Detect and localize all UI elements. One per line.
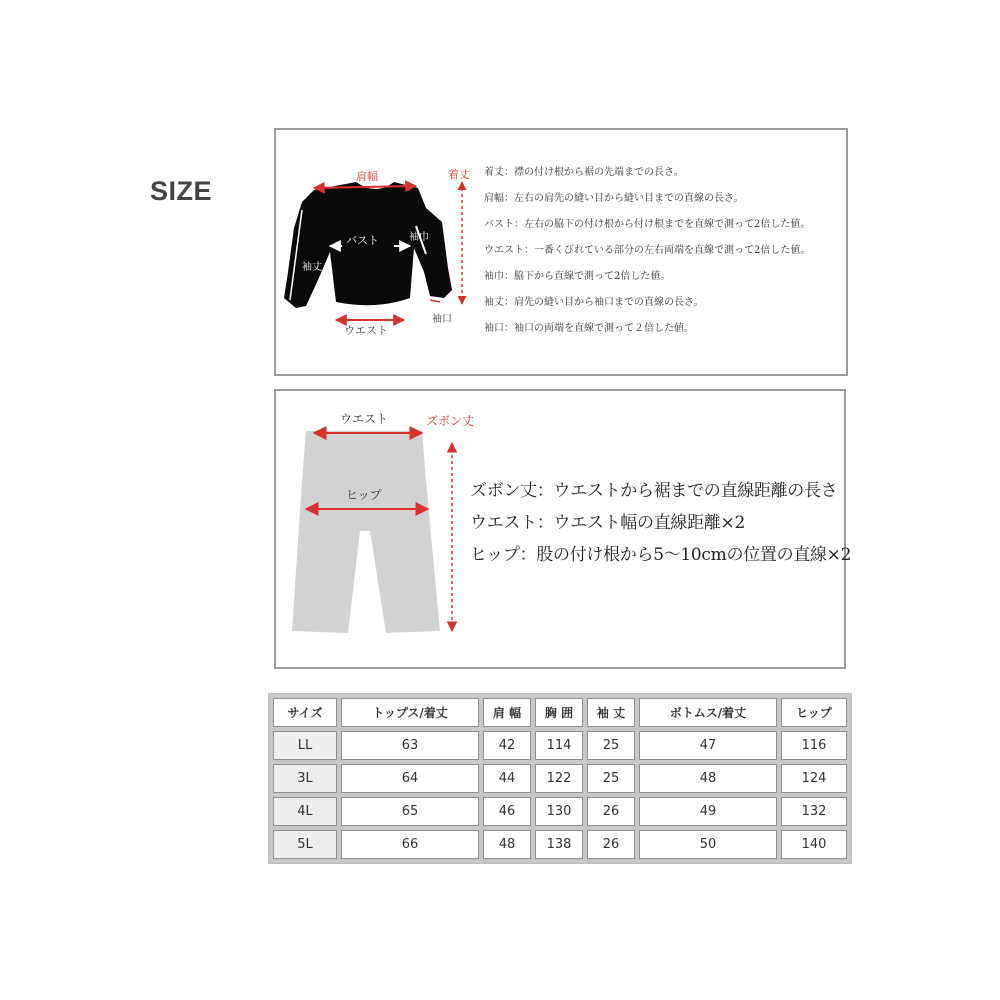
definition-item: ヒップ：股の付け根から5〜10cmの位置の直線×2 xyxy=(470,545,852,565)
waist-label: ウエスト xyxy=(344,324,388,337)
table-cell: 64 xyxy=(341,764,479,793)
size-heading: SIZE xyxy=(150,176,213,206)
size-cell: LL xyxy=(273,731,337,760)
table-cell: 124 xyxy=(781,764,847,793)
table-cell: 138 xyxy=(535,830,583,859)
definition-item: 肩幅：左右の肩先の縫い目から縫い目までの直線の長さ。 xyxy=(484,193,744,204)
table-header-row xyxy=(273,698,847,727)
pants-hip-label: ヒップ xyxy=(346,488,382,502)
table-cell: 25 xyxy=(587,731,635,760)
definition-item: 袖巾：脇下から直線で測って2倍した値。 xyxy=(484,271,671,282)
pants-waist-label: ウエスト xyxy=(340,412,389,426)
header-shoulder: 肩 幅 xyxy=(483,698,531,727)
table-cell: 46 xyxy=(483,797,531,826)
table-row xyxy=(273,830,847,859)
header-chest: 胸 囲 xyxy=(535,698,583,727)
definition-item: ウエスト：一番くびれている部分の左右両端を直線で測って2倍した値。 xyxy=(484,245,811,256)
definition-item: ズボン丈：ウエストから裾までの直線距離の長さ xyxy=(470,481,838,501)
definition-item: ウエスト：ウエスト幅の直線距離×2 xyxy=(470,513,745,533)
table-cell: 47 xyxy=(639,731,777,760)
table-cell: 116 xyxy=(781,731,847,760)
table-cell: 42 xyxy=(483,731,531,760)
table-cell: 114 xyxy=(535,731,583,760)
table-cell: 26 xyxy=(587,830,635,859)
bust-label: バスト xyxy=(346,234,379,247)
table-cell: 140 xyxy=(781,830,847,859)
pants-definitions xyxy=(470,479,851,575)
table-row xyxy=(273,797,847,826)
table-cell: 25 xyxy=(587,764,635,793)
header-sleeve: 袖 丈 xyxy=(587,698,635,727)
header-bottoms-length: ボトムス/着丈 xyxy=(639,698,777,727)
header-size: サイズ xyxy=(273,698,337,727)
sleeve-width-label: 袖巾 xyxy=(409,232,429,243)
sleeve-length-label: 袖丈 xyxy=(302,262,322,273)
table-cell: 44 xyxy=(483,764,531,793)
pants-measurement-panel xyxy=(274,389,852,669)
table-cell: 49 xyxy=(639,797,777,826)
cuff-label: 袖口 xyxy=(432,314,452,325)
table-row xyxy=(273,764,847,793)
size-cell: 3L xyxy=(273,764,337,793)
definition-item: バスト：左右の脇下の付け根から付け根までを直線で測って2倍した値。 xyxy=(484,219,811,230)
size-table xyxy=(268,693,852,864)
definition-item: 袖丈：肩先の縫い目から袖口までの直線の長さ。 xyxy=(484,297,704,308)
table-cell: 48 xyxy=(483,830,531,859)
definition-item: 着丈：襟の付け根から裾の先端までの長さ。 xyxy=(484,167,684,178)
table-cell: 65 xyxy=(341,797,479,826)
length-label: 着丈 xyxy=(448,168,470,181)
header-tops-length: トップス/着丈 xyxy=(341,698,479,727)
pants-length-label: ズボン丈 xyxy=(426,414,475,428)
header-hip: ヒップ xyxy=(781,698,847,727)
table-cell: 50 xyxy=(639,830,777,859)
table-cell: 130 xyxy=(535,797,583,826)
size-cell: 5L xyxy=(273,830,337,859)
table-row xyxy=(273,731,847,760)
table-cell: 26 xyxy=(587,797,635,826)
table-cell: 66 xyxy=(341,830,479,859)
tops-measurement-panel xyxy=(274,128,848,376)
shoulder-label: 肩幅 xyxy=(356,170,378,183)
table-cell: 122 xyxy=(535,764,583,793)
pants-shape xyxy=(292,431,440,633)
definition-item: 袖口：袖口の両端を直線で測って２倍した値。 xyxy=(484,323,694,334)
size-cell: 4L xyxy=(273,797,337,826)
table-cell: 132 xyxy=(781,797,847,826)
table-cell: 48 xyxy=(639,764,777,793)
table-cell: 63 xyxy=(341,731,479,760)
tops-definitions xyxy=(484,166,810,348)
